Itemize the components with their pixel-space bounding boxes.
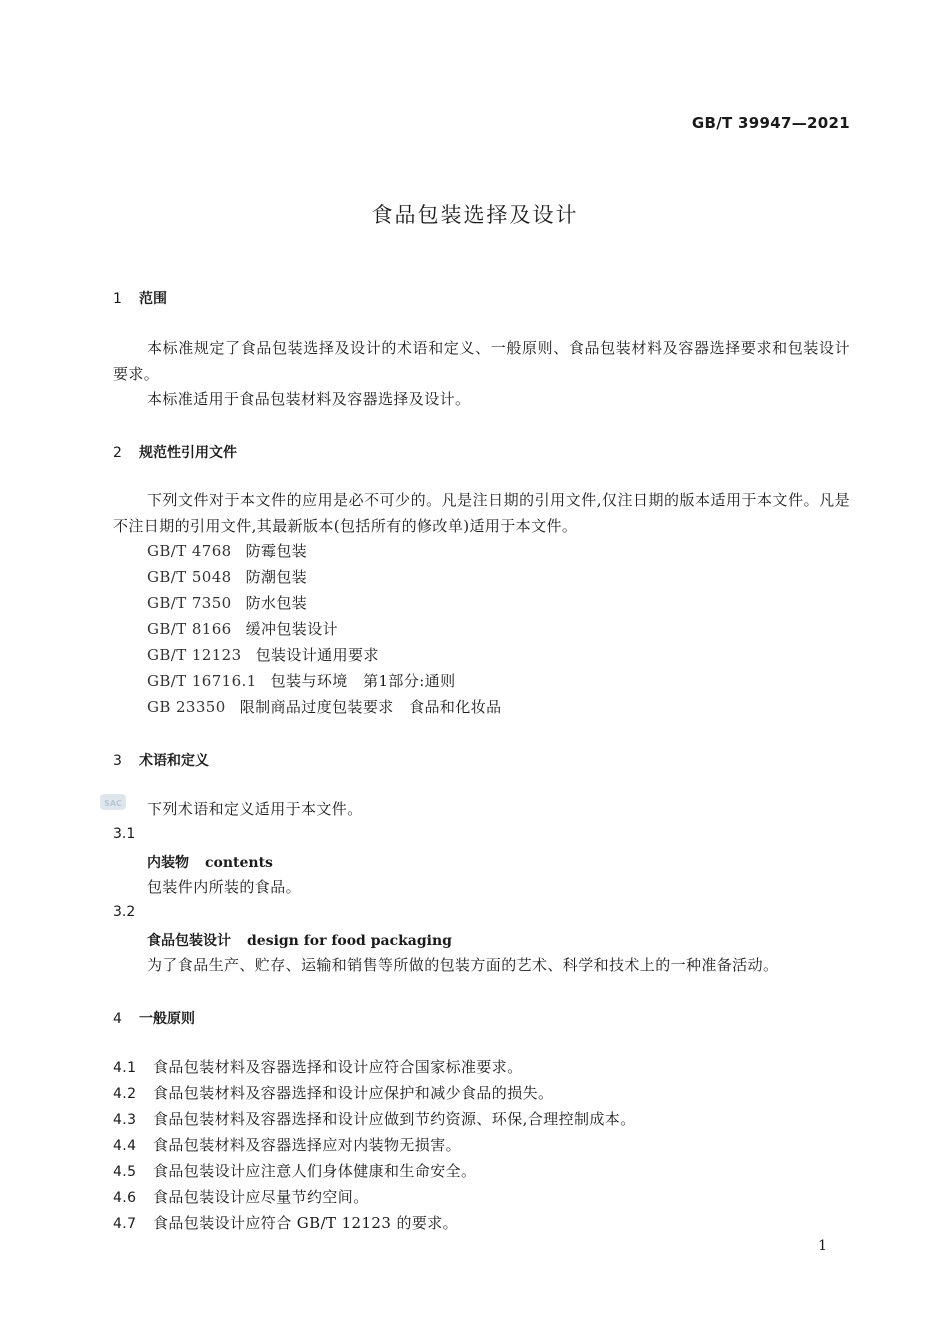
reference-code: GB/T 8166	[147, 620, 232, 638]
term-zh: 内装物	[147, 855, 189, 871]
section-number: 1	[113, 291, 122, 307]
reference-title: 包装与环境 第1部分:通则	[270, 672, 456, 690]
item-text: 食品包装设计应尽量节约空间。	[153, 1188, 369, 1206]
reference-item	[147, 592, 307, 613]
reference-title: 缓冲包装设计	[245, 620, 339, 638]
reference-code: GB/T 4768	[147, 542, 232, 560]
section-1-paragraph-1: 本标准规定了食品包装选择及设计的术语和定义、一般原则、食品包装材料及容器选择要求和包装设计要求。	[113, 339, 850, 383]
term-definition: 包装件内所装的食品。	[147, 878, 302, 896]
principle-item	[113, 1212, 458, 1233]
reference-item	[147, 618, 338, 639]
section-1-paragraph-2: 本标准适用于食品包装材料及容器选择及设计。	[147, 390, 471, 408]
section-3-heading	[113, 750, 209, 770]
section-title: 范围	[139, 291, 167, 307]
section-title: 一般原则	[139, 1011, 195, 1027]
item-number: 4.4	[113, 1138, 137, 1154]
section-title: 术语和定义	[139, 753, 209, 769]
section-2-paragraph-1: 下列文件对于本文件的应用是必不可少的。凡是注日期的引用文件,仅注日期的版本适用于本文件。凡是不注日期的引用文件,其最新版本(包括所有的修改单)适用于本文件。	[113, 491, 850, 535]
principle-item	[113, 1082, 553, 1103]
principle-item	[113, 1186, 369, 1207]
principle-item	[113, 1134, 461, 1155]
reference-title: 包装设计通用要求	[255, 646, 379, 664]
reference-code: GB 23350	[147, 698, 226, 716]
term-heading	[147, 852, 273, 872]
reference-title: 防潮包装	[245, 568, 308, 586]
reference-item	[147, 670, 455, 691]
watermark-text: SAC	[104, 799, 122, 808]
reference-title: 限制商品过度包装要求 食品和化妆品	[239, 698, 502, 716]
principle-item	[113, 1160, 476, 1181]
reference-item	[147, 696, 502, 717]
term-heading	[147, 930, 452, 950]
term-zh: 食品包装设计	[147, 933, 231, 949]
item-text: 食品包装设计应符合 GB/T 12123 的要求。	[153, 1214, 459, 1232]
reference-item	[147, 540, 307, 561]
sac-watermark-logo	[100, 792, 126, 812]
term-en: contents	[205, 855, 273, 871]
reference-title: 防水包装	[245, 594, 308, 612]
standard-number: GB/T 39947—2021	[691, 114, 850, 132]
section-2-heading	[113, 442, 237, 462]
term-number: 3.1	[113, 826, 136, 842]
item-text: 食品包装材料及容器选择和设计应做到节约资源、环保,合理控制成本。	[153, 1110, 636, 1128]
section-title: 规范性引用文件	[139, 445, 237, 461]
reference-code: GB/T 7350	[147, 594, 232, 612]
item-text: 食品包装材料及容器选择应对内装物无损害。	[153, 1136, 462, 1154]
term-definition: 为了食品生产、贮存、运输和销售等所做的包装方面的艺术、科学和技术上的一种准备活动。	[147, 956, 779, 974]
reference-code: GB/T 16716.1	[147, 672, 257, 690]
principle-item	[113, 1056, 523, 1077]
term-number: 3.2	[113, 904, 136, 920]
section-number: 2	[113, 445, 122, 461]
section-4-heading	[113, 1008, 195, 1028]
section-number: 4	[113, 1011, 122, 1027]
reference-code: GB/T 5048	[147, 568, 232, 586]
reference-code: GB/T 12123	[147, 646, 242, 664]
item-number: 4.7	[113, 1216, 137, 1232]
section-1-heading	[113, 288, 167, 308]
document-title: 食品包装选择及设计	[371, 203, 579, 227]
reference-item	[147, 566, 307, 587]
section-3-paragraph-1: 下列术语和定义适用于本文件。	[147, 800, 363, 818]
item-text: 食品包装设计应注意人们身体健康和生命安全。	[153, 1162, 477, 1180]
principle-item	[113, 1108, 636, 1129]
page-number: 1	[818, 1238, 827, 1254]
reference-item	[147, 644, 379, 665]
section-number: 3	[113, 753, 122, 769]
reference-title: 防霉包装	[245, 542, 308, 560]
item-text: 食品包装材料及容器选择和设计应符合国家标准要求。	[153, 1058, 523, 1076]
item-number: 4.1	[113, 1060, 137, 1076]
item-text: 食品包装材料及容器选择和设计应保护和减少食品的损失。	[153, 1084, 554, 1102]
item-number: 4.3	[113, 1112, 137, 1128]
item-number: 4.5	[113, 1164, 137, 1180]
item-number: 4.2	[113, 1086, 137, 1102]
term-en: design for food packaging	[247, 933, 452, 949]
item-number: 4.6	[113, 1190, 137, 1206]
